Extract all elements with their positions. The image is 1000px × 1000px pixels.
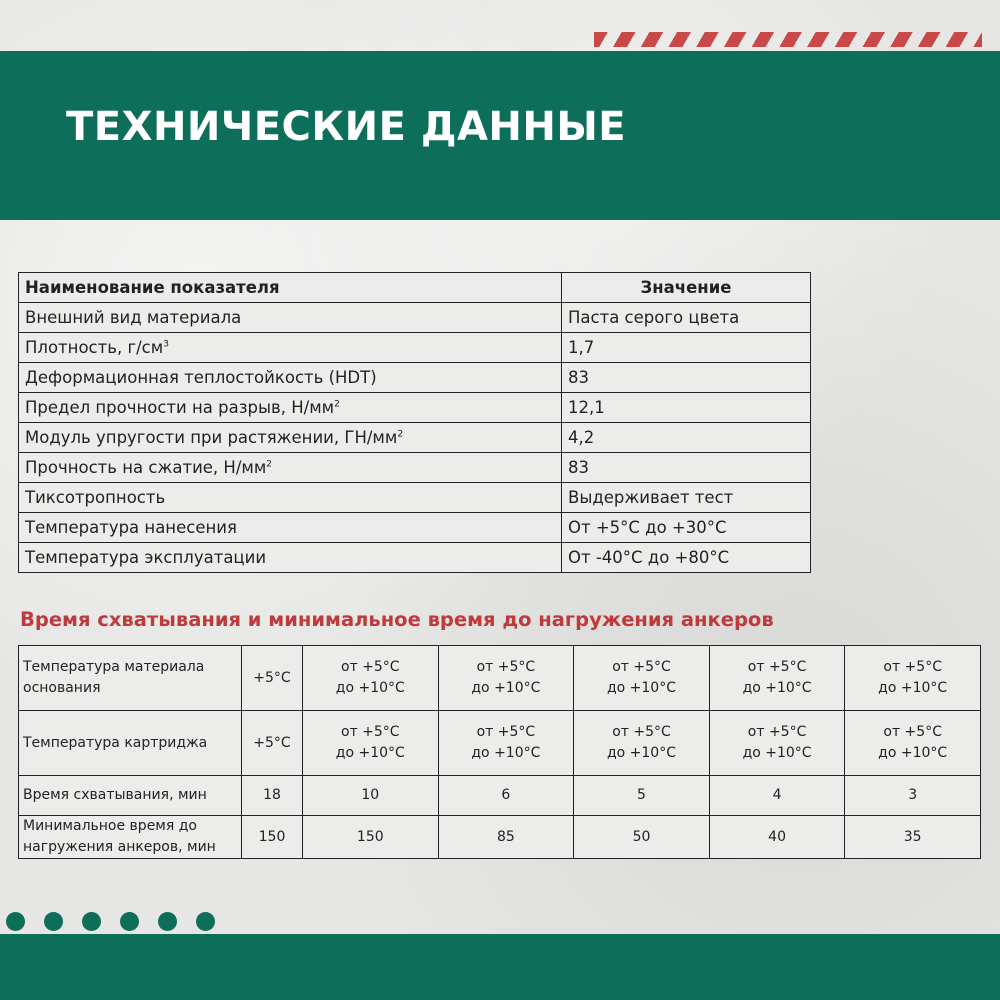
setting-row-label: Температура картриджа <box>19 711 242 776</box>
spec-value: 83 <box>562 363 811 393</box>
setting-row-label: Температура материала основания <box>19 646 242 711</box>
dot-4 <box>120 912 139 931</box>
spec-unit-superscript: 2 <box>397 429 404 440</box>
setting-cell <box>242 711 303 776</box>
setting-cell-line: до +10°С <box>878 745 948 761</box>
setting-cell-line: до +10°С <box>742 745 812 761</box>
setting-cell <box>845 816 981 859</box>
setting-cell <box>845 711 981 776</box>
specs-body <box>19 303 811 573</box>
spec-name-text: Предел прочности на разрыв, Н/мм <box>25 398 335 417</box>
setting-cell-line: 10 <box>361 787 380 803</box>
setting-body <box>19 646 981 859</box>
setting-cell-line: от +5°С <box>476 724 536 740</box>
setting-cell-line: от +5°С <box>747 659 807 675</box>
specs-row <box>19 363 811 393</box>
specs-row <box>19 483 811 513</box>
setting-cell <box>303 646 439 711</box>
decorative-dots <box>6 912 215 932</box>
setting-cell-line: до +10°С <box>606 745 676 761</box>
dot-5 <box>158 912 177 931</box>
spec-name-text: Тиксотропность <box>25 488 166 507</box>
setting-cell-line: до +10°С <box>878 680 948 696</box>
dot-1 <box>6 912 25 931</box>
spec-unit-superscript: 2 <box>334 399 340 410</box>
spec-name-text: Плотность, г/см <box>25 338 164 357</box>
spec-value: От +5°С до +30°С <box>562 513 811 543</box>
setting-cell <box>438 646 574 711</box>
spec-name-text: Температура нанесения <box>25 518 237 537</box>
dot-3 <box>82 912 101 931</box>
spec-name-text: Температура эксплуатации <box>25 548 267 567</box>
specs-row <box>19 543 811 573</box>
setting-cell <box>438 711 574 776</box>
spec-name <box>19 303 562 333</box>
footer-band <box>0 934 1000 1000</box>
setting-cell <box>574 646 710 711</box>
spec-name-text: Модуль упругости при растяжении, ГН/мм <box>25 428 398 447</box>
setting-cell-line: +5°С <box>253 669 291 686</box>
setting-row <box>19 776 981 816</box>
setting-cell-line: 3 <box>908 787 918 803</box>
spec-name <box>19 513 562 543</box>
setting-cell <box>242 776 303 816</box>
setting-cell-line: 35 <box>903 828 922 845</box>
setting-cell <box>845 776 981 816</box>
setting-cell <box>709 776 845 816</box>
setting-cell-line: от +5°С <box>341 724 400 740</box>
spec-name <box>19 483 562 513</box>
setting-cell-line: 6 <box>501 787 511 803</box>
spec-name-text: Внешний вид материала <box>25 308 242 327</box>
setting-cell-line: 150 <box>356 828 384 845</box>
spec-value: 12,1 <box>562 393 811 423</box>
setting-cell-line: от +5°С <box>747 724 807 740</box>
specs-row <box>19 453 811 483</box>
spec-name <box>19 453 562 483</box>
spec-name <box>19 423 562 453</box>
setting-cell-line: 5 <box>637 787 646 803</box>
specs-header-value: Значение <box>562 273 811 303</box>
setting-cell-line: 85 <box>496 828 515 845</box>
spec-value: Выдерживает тест <box>562 483 811 513</box>
setting-cell-line: +5°С <box>253 734 291 751</box>
setting-cell-line: от +5°С <box>612 724 671 740</box>
spec-value: 1,7 <box>562 333 811 363</box>
spec-unit-superscript: 2 <box>266 459 273 470</box>
setting-cell <box>438 776 574 816</box>
setting-row-label: Время схватывания, мин <box>19 776 242 816</box>
spec-name <box>19 333 562 363</box>
setting-cell <box>303 776 439 816</box>
setting-row <box>19 816 981 859</box>
page-title: ТЕХНИЧЕСКИЕ ДАННЫЕ <box>66 104 627 150</box>
setting-cell <box>303 711 439 776</box>
spec-value: 83 <box>562 453 811 483</box>
setting-cell-line: от +5°С <box>883 724 942 740</box>
dot-2 <box>44 912 63 931</box>
setting-cell <box>709 646 845 711</box>
setting-cell-line: 50 <box>632 828 651 845</box>
spec-name-text: Деформационная теплостойкость (HDT) <box>25 368 377 387</box>
specs-row <box>19 393 811 423</box>
setting-cell-line: до +10°С <box>335 680 405 696</box>
spec-name <box>19 543 562 573</box>
setting-cell-line: 18 <box>263 787 281 803</box>
specs-row <box>19 423 811 453</box>
setting-cell <box>242 816 303 859</box>
setting-cell-line: от +5°С <box>341 659 400 675</box>
decorative-stripes <box>594 32 982 47</box>
setting-cell <box>574 776 710 816</box>
setting-row-label: Минимальное время до нагружения анкеров, мин <box>19 816 242 859</box>
specs-row <box>19 333 811 363</box>
spec-name <box>19 393 562 423</box>
setting-cell-line: до +10°С <box>471 680 541 696</box>
setting-cell-line: до +10°С <box>742 680 812 696</box>
specs-table <box>18 272 811 573</box>
spec-value: Паста серого цвета <box>562 303 811 333</box>
setting-cell <box>303 816 439 859</box>
setting-row <box>19 711 981 776</box>
setting-cell-line: 150 <box>258 828 286 845</box>
setting-cell <box>574 711 710 776</box>
spec-name <box>19 363 562 393</box>
setting-cell <box>242 646 303 711</box>
setting-cell <box>709 711 845 776</box>
setting-row <box>19 646 981 711</box>
section-title: Время схватывания и минимальное время до нагружения анкеров <box>20 608 774 631</box>
specs-header-name: Наименование показателя <box>19 273 562 303</box>
setting-cell-line: до +10°С <box>606 680 676 696</box>
spec-unit-superscript: 3 <box>163 339 169 350</box>
setting-cell-line: до +10°С <box>471 745 541 761</box>
specs-row <box>19 303 811 333</box>
setting-cell-line: от +5°С <box>612 659 671 675</box>
spec-value: От -40°С до +80°С <box>562 543 811 573</box>
setting-cell-line: от +5°С <box>883 659 942 675</box>
spec-value: 4,2 <box>562 423 811 453</box>
setting-cell <box>574 816 710 859</box>
dot-6 <box>196 912 215 931</box>
specs-header-row <box>19 273 811 303</box>
spec-name-text: Прочность на сжатие, Н/мм <box>25 458 267 477</box>
setting-time-table <box>18 645 981 859</box>
setting-cell-line: 40 <box>768 828 786 845</box>
setting-cell <box>845 646 981 711</box>
specs-row <box>19 513 811 543</box>
setting-cell-line: до +10°С <box>335 745 405 761</box>
setting-cell-line: 4 <box>772 787 782 803</box>
setting-cell <box>709 816 845 859</box>
setting-cell <box>438 816 574 859</box>
setting-cell-line: от +5°С <box>476 659 536 675</box>
